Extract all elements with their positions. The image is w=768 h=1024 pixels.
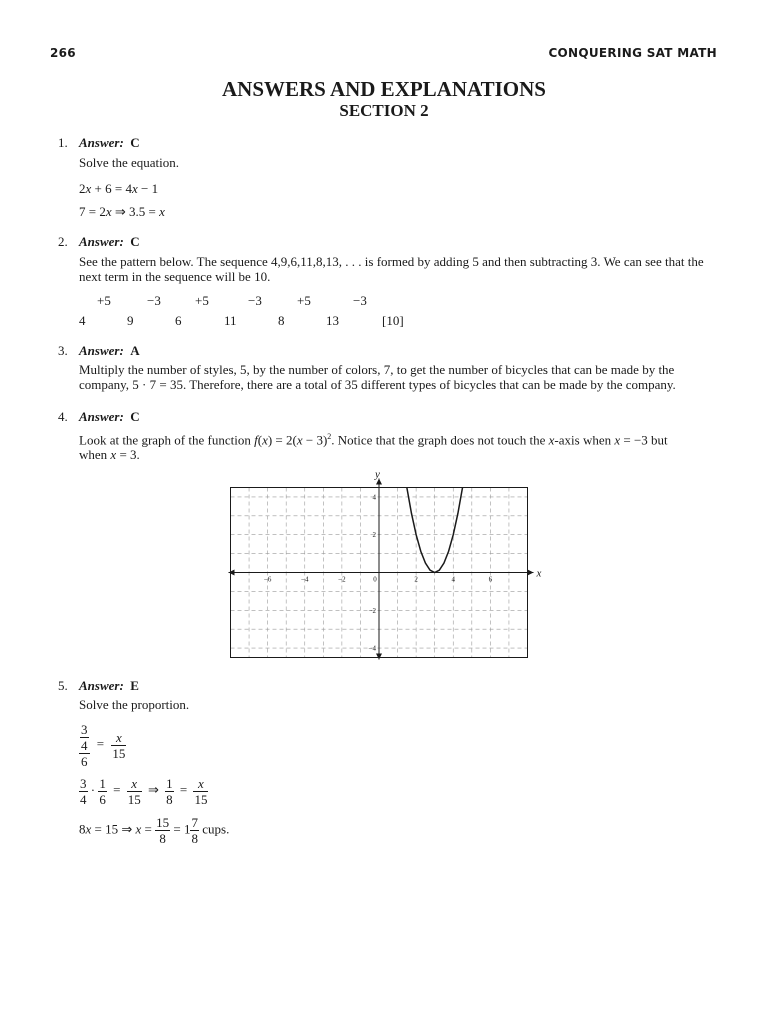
y-tick-label: 4 bbox=[372, 493, 376, 502]
sequence-operation: −3 bbox=[147, 293, 161, 308]
question-1-equation-1: 2x + 6 = 4x − 1 bbox=[79, 181, 159, 196]
y-tick-label: −4 bbox=[368, 644, 376, 653]
sequence-term: 9 bbox=[127, 313, 134, 328]
answer-letter: C bbox=[130, 135, 140, 150]
sequence-term: 13 bbox=[326, 313, 339, 328]
answer-letter: C bbox=[130, 234, 140, 249]
question-2-text: See the pattern below. The sequence 4,9,6,11,8,13, . . . is formed by adding 5 and then subtracting 3. We can see that the next term in the sequence will be 10. bbox=[79, 254, 704, 284]
complex-fraction: $\frac{\frac{3}{4}}{6}$ bbox=[81, 722, 88, 769]
question-1-instruction: Solve the equation. bbox=[79, 155, 180, 170]
page-number: 266 bbox=[50, 46, 76, 60]
answer-label: Answer: bbox=[79, 343, 124, 358]
y-tick-label: −2 bbox=[368, 606, 376, 615]
x-tick-label: 2 bbox=[414, 575, 418, 584]
question-3-number: 3. bbox=[58, 343, 68, 358]
x-tick-label: 6 bbox=[488, 575, 493, 584]
sequence-term: 4 bbox=[79, 313, 86, 328]
question-3-answer bbox=[79, 343, 140, 359]
y-tick-label: 2 bbox=[372, 531, 376, 540]
question-2-answer bbox=[79, 234, 140, 250]
book-title: CONQUERING SAT MATH bbox=[548, 46, 717, 60]
sequence-operation: −3 bbox=[353, 293, 367, 308]
question-4-text: Look at the graph of the function $f(x) = 2(x - 3)^2$. Notice that the graph does not touch the x-axis when x = −3 but when x = 3. bbox=[79, 432, 668, 463]
x-tick-label: −4 bbox=[301, 575, 309, 584]
page-title: ANSWERS AND EXPLANATIONS bbox=[221, 77, 546, 101]
sequence-operation: +5 bbox=[195, 293, 209, 308]
answer-label: Answer: bbox=[79, 678, 124, 693]
graph-axes bbox=[229, 479, 534, 660]
answer-letter: E bbox=[130, 678, 139, 693]
sequence-term: [10] bbox=[382, 313, 404, 328]
answer-letter: A bbox=[130, 343, 140, 358]
sequence-operation: +5 bbox=[97, 293, 111, 308]
question-1-answer bbox=[79, 135, 140, 151]
proportion-equation-2: $\frac{3}{4}$ · $\frac{1}{6}$ = $\frac{x}{15}$ ⇒ $\frac{1}{8}$ = $\frac{x}{15}$ bbox=[80, 776, 208, 807]
answer-label: Answer: bbox=[79, 409, 124, 424]
sequence-term: 8 bbox=[278, 313, 285, 328]
question-5-answer bbox=[79, 678, 139, 694]
proportion-equation-3: 8x = 15 ⇒ x = $\frac{15}{8}$ = 1 $\frac{7}{8}$ cups. bbox=[79, 815, 230, 846]
x-tick-label: 0 bbox=[373, 575, 377, 584]
sequence-operation: +5 bbox=[297, 293, 311, 308]
sequence-term: 11 bbox=[224, 313, 237, 328]
x-tick-label: −2 bbox=[338, 575, 346, 584]
answer-label: Answer: bbox=[79, 135, 124, 150]
section-subtitle: SECTION 2 bbox=[339, 101, 429, 120]
sequence-operation: −3 bbox=[248, 293, 262, 308]
question-4-number: 4. bbox=[58, 409, 68, 424]
x-axis-label: x bbox=[536, 567, 542, 580]
y-axis-label: y bbox=[375, 470, 380, 481]
x-tick-label: −6 bbox=[263, 575, 272, 584]
sequence-operations bbox=[0, 293, 768, 309]
sequence-term: 6 bbox=[175, 313, 182, 328]
x-axis-arrow-left bbox=[229, 570, 235, 576]
function-graph bbox=[220, 470, 550, 666]
question-4-answer bbox=[79, 409, 140, 425]
proportion-equation-1: $\frac{\frac{3}{4}}{6}$ = $\frac{x}{15}$ bbox=[81, 722, 126, 769]
question-3-text: Multiply the number of styles, 5, by the number of colors, 7, to get the number of bicycles that can be made by the company, 5 · 7 = 35. Therefore, there are a total of 35 different types of bicycles that can be made by the company. bbox=[79, 362, 676, 392]
y-axis-arrow-down bbox=[376, 654, 382, 660]
question-1-number: 1. bbox=[58, 135, 68, 150]
question-5-instruction: Solve the proportion. bbox=[79, 697, 190, 712]
x-tick-label: 4 bbox=[451, 575, 455, 584]
question-1-equation-2: 7 = 2x ⇒ 3.5 = x bbox=[79, 204, 165, 219]
sequence-terms bbox=[0, 313, 768, 329]
answer-letter: C bbox=[130, 409, 140, 424]
question-2-number: 2. bbox=[58, 234, 68, 249]
x-axis-arrow-right bbox=[528, 570, 534, 576]
answer-label: Answer: bbox=[79, 234, 124, 249]
question-5-number: 5. bbox=[58, 678, 68, 693]
